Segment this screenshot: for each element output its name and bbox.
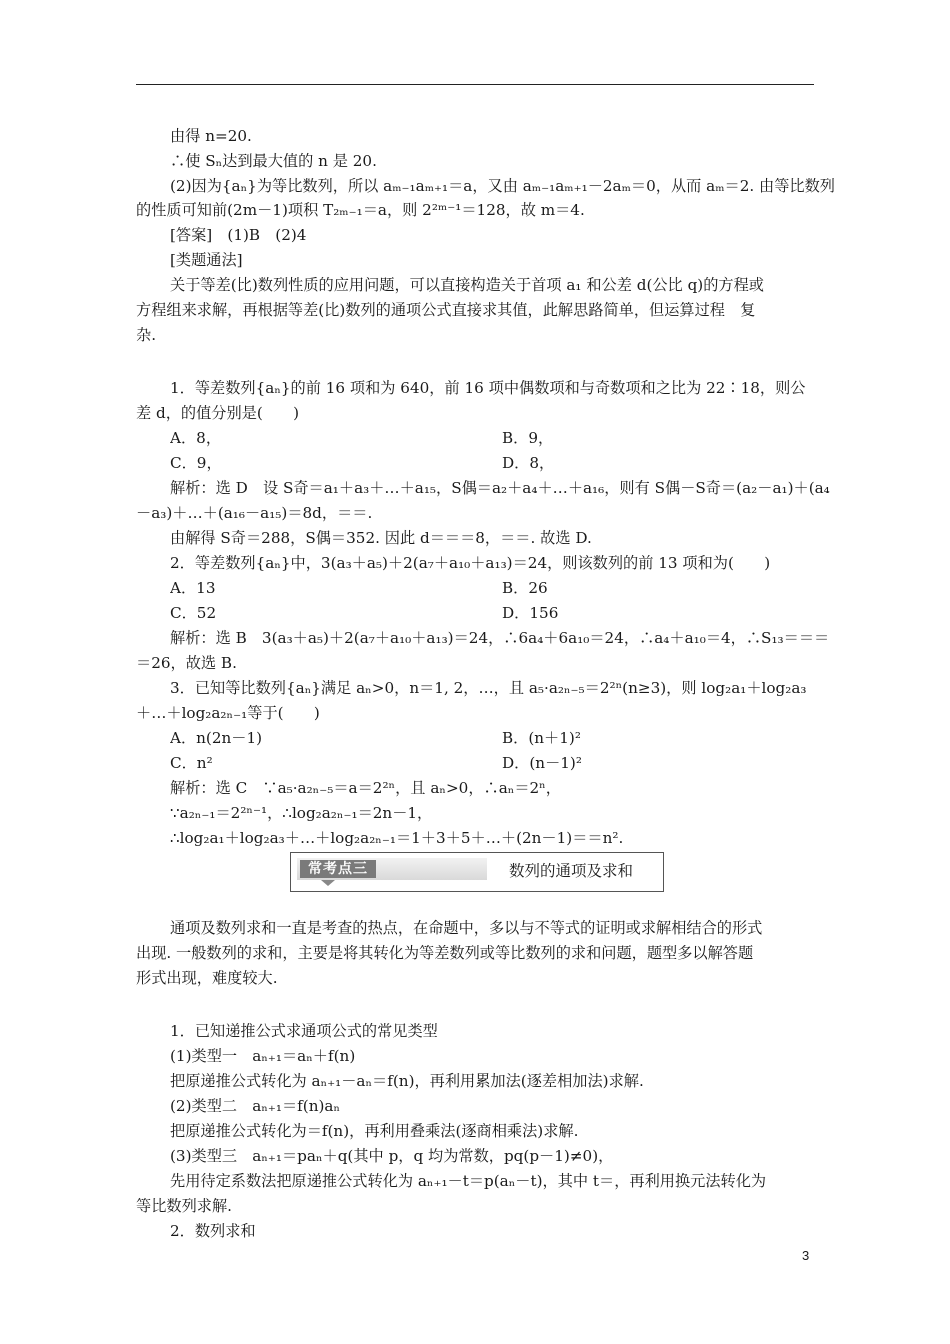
topic-heading: 1．已知递推公式求通项公式的常见类型	[170, 1022, 438, 1040]
option-d: D．156	[502, 604, 559, 622]
option-d: D．(n－1)²	[502, 754, 582, 772]
question-2: 2．等差数列{aₙ}中，3(a₃＋a₅)＋2(a₇＋a₁₀＋a₁₃)＝24，则该数列的前 13 项和为( )	[170, 554, 771, 572]
option-a: A．8，	[170, 429, 222, 447]
text-line: 杂.	[136, 326, 157, 344]
solution-line: 解析：选 B 3(a₃＋a₅)＋2(a₇＋a₁₀＋a₁₃)＝24，∴6a₄＋6a₁₀＝24，∴a₄＋a₁₀＝4，∴S₁₃＝＝＝	[170, 629, 830, 647]
question-1-cont: 差 d，的值分别是( )	[136, 404, 300, 422]
text-line: 先用待定系数法把原递推公式转化为 aₙ₊₁－t＝p(aₙ－t)，其中 t＝，再利用换元法转化为	[170, 1172, 767, 1190]
solution-line: －a₃)＋…＋(a₁₆－a₁₅)＝8d，＝＝.	[136, 504, 373, 522]
option-b: B．26	[502, 579, 548, 597]
text-line: 把原递推公式转化为＝f(n)，再利用叠乘法(逐商相乘法)求解.	[170, 1122, 579, 1140]
text-line: 方程组来求解，再根据等差(比)数列的通项公式直接求其值，此解思路简单，但运算过程 复	[136, 301, 756, 319]
option-b: B．(n＋1)²	[502, 729, 581, 747]
solution-line: ＝26，故选 B.	[136, 654, 237, 672]
option-c: C．n²	[170, 754, 213, 772]
text-line: ∴使 Sₙ达到最大值的 n 是 20.	[170, 152, 377, 170]
paragraph-line: 形式出现，难度较大.	[136, 969, 278, 987]
text-line: 关于等差(比)数列性质的应用问题，可以直接构造关于首项 a₁ 和公差 d(公比 q)的方程或	[170, 276, 764, 294]
text-line: (2)因为{aₙ}为等比数列，所以 aₘ₋₁aₘ₊₁＝a，又由 aₘ₋₁aₘ₊₁－2aₘ＝0，从而 aₘ＝2. 由等比数列	[170, 177, 835, 195]
option-a: A．n(2n－1)	[170, 729, 263, 747]
question-3: 3．已知等比数列{aₙ}满足 aₙ>0，n＝1, 2，…，且 a₅·a₂ₙ₋₅＝2²ⁿ(n≥3)，则 log₂a₁＋log₂a₃	[170, 679, 807, 697]
text-line: 由得 n=20.	[170, 127, 252, 145]
option-a: A．13	[170, 579, 216, 597]
header-rule	[136, 84, 814, 85]
question-3-cont: ＋…＋log₂a₂ₙ₋₁等于( )	[136, 704, 320, 722]
option-b: B．9，	[502, 429, 554, 447]
text-line: (3)类型三 aₙ₊₁＝paₙ＋q(其中 p，q 均为常数，pq(p－1)≠0)，	[170, 1147, 614, 1165]
text-line: 的性质可知前(2m－1)项积 T₂ₘ₋₁＝a，则 2²ᵐ⁻¹＝128，故 m＝4.	[136, 201, 585, 219]
text-line: 等比数列求解.	[136, 1197, 232, 1215]
solution-line: 由解得 S奇＝288，S偶＝352. 因此 d＝＝＝8，＝＝. 故选 D.	[170, 529, 592, 547]
section-title: 数列的通项及求和	[509, 862, 634, 880]
section-header	[290, 852, 664, 892]
option-d: D．8，	[502, 454, 555, 472]
solution-line: 解析：选 D 设 S奇＝a₁＋a₃＋…＋a₁₅，S偶＝a₂＋a₄＋…＋a₁₆，则有 S偶－S奇＝(a₂－a₁)＋(a₄	[170, 479, 830, 497]
text-line: (1)类型一 aₙ₊₁＝aₙ＋f(n)	[170, 1047, 356, 1065]
question-1: 1．等差数列{aₙ}的前 16 项和为 640，前 16 项中偶数项和与奇数项和之比为 22∶18，则公	[170, 379, 806, 397]
text-line: (2)类型二 aₙ₊₁＝f(n)aₙ	[170, 1097, 341, 1115]
page-number: 3	[802, 1248, 810, 1263]
topic-heading: 2．数列求和	[170, 1222, 256, 1240]
tag-pointer-icon	[321, 880, 335, 886]
answer-line: [答案] (1)B (2)4	[170, 226, 307, 244]
option-c: C．9，	[170, 454, 222, 472]
paragraph-line: 通项及数列求和一直是考查的热点，在命题中，多以与不等式的证明或求解相结合的形式	[170, 919, 763, 937]
solution-line: ∴log₂a₁＋log₂a₃＋…＋log₂a₂ₙ₋₁＝1＋3＋5＋…＋(2n－1)＝＝n².	[170, 829, 624, 847]
text-line: 把原递推公式转化为 aₙ₊₁－aₙ＝f(n)，再利用累加法(逐差相加法)求解.	[170, 1072, 644, 1090]
paragraph-line: 出现. 一般数列的求和，主要是将其转化为等差数列或等比数列的求和问题，题型多以解答题	[136, 944, 754, 962]
solution-line: 解析：选 C ∵a₅·a₂ₙ₋₅＝a＝2²ⁿ，且 aₙ>0，∴aₙ＝2ⁿ，	[170, 779, 561, 797]
option-c: C．52	[170, 604, 217, 622]
section-label: [类题通法]	[170, 251, 243, 269]
solution-line: ∵a₂ₙ₋₁＝2²ⁿ⁻¹，∴log₂a₂ₙ₋₁＝2n－1，	[170, 804, 433, 822]
section-tag	[297, 858, 487, 880]
section-tag-label: 常考点三	[300, 860, 376, 878]
